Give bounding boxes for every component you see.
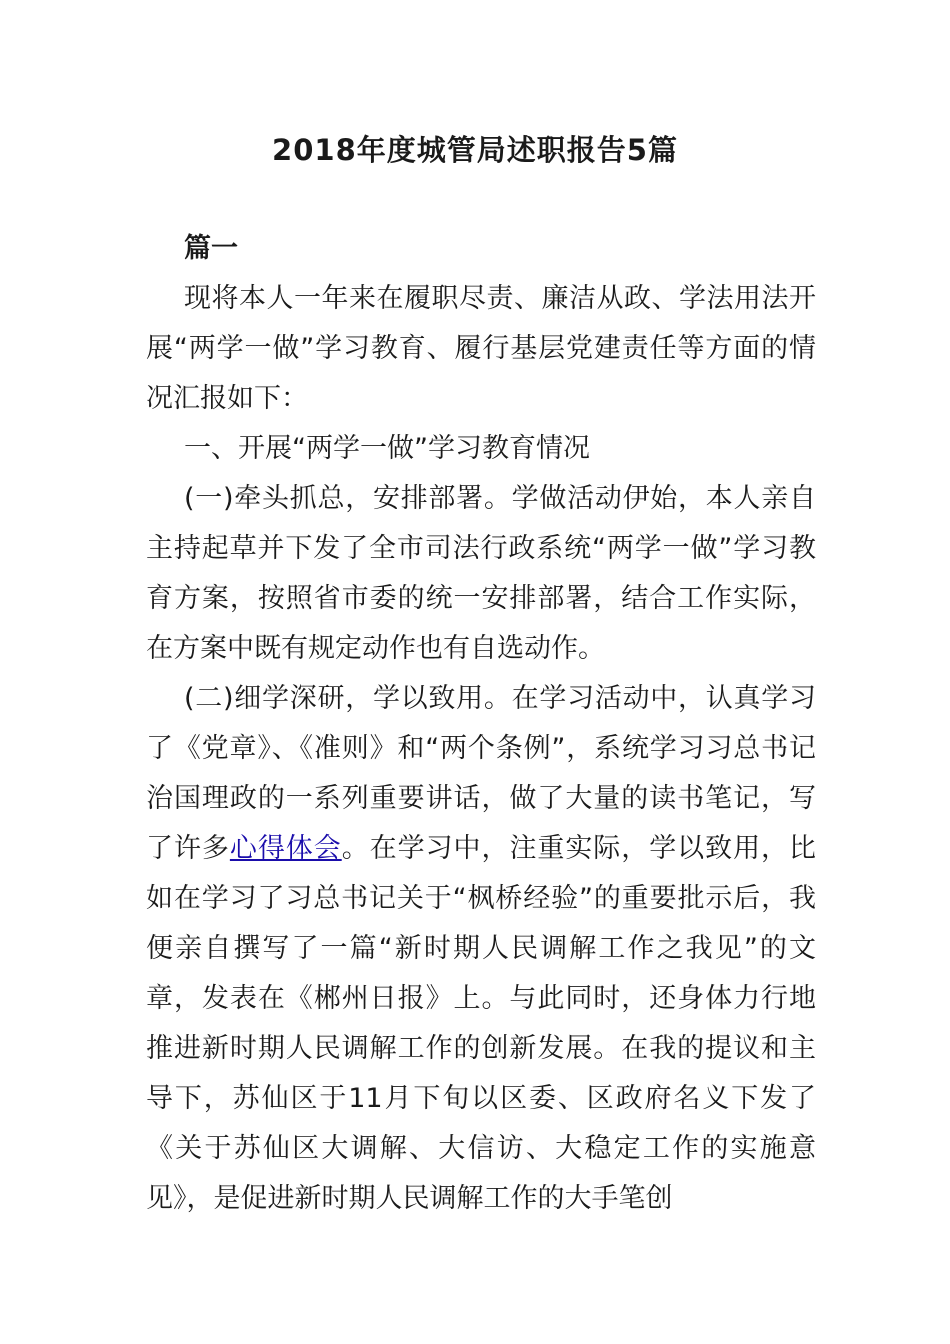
paragraph-item-two-text-after: 。在学习中，注重实际，学以致用，比如在学习了习总书记关于“枫桥经验”的重要批示后，我便亲自撰写了一篇“新时期人民调解工作之我见”的文章，发表在《郴州日报》上。与此同时，还身体力行地推进新时期人民调解工作的创新发展。在我的提议和主导下，苏仙区于11月下旬以区委、区政府名义下发了《关于苏仙区大调解、大信访、大稳定工作的实施意见》，是促进新时期人民调解工作的大手笔创 bbox=[146, 833, 817, 1214]
experience-link[interactable]: 心得体会 bbox=[229, 833, 342, 864]
paragraph-section-one-heading: 一、开展“两学一做”学习教育情况 bbox=[184, 433, 590, 464]
section-heading: 篇一 bbox=[184, 233, 238, 264]
document-title: 2018年度城管局述职报告5篇 bbox=[272, 133, 678, 167]
paragraph-item-two bbox=[146, 674, 816, 1224]
paragraph-intro: 现将本人一年来在履职尽责、廉洁从政、学法用法开展“两学一做”学习教育、履行基层党建责任等方面的情况汇报如下： bbox=[146, 283, 816, 414]
document-body bbox=[146, 224, 816, 1224]
paragraph-item-one: (一)牵头抓总，安排部署。学做活动伊始，本人亲自主持起草并下发了全市司法行政系统“两学一做”学习教育方案，按照省市委的统一安排部署，结合工作实际，在方案中既有规定动作也有自选动作。 bbox=[146, 483, 816, 664]
paragraph-item-two-text-before: (二)细学深研，学以致用。在学习活动中，认真学习了《党章》、《准则》和“两个条例”，系统学习习总书记治国理政的一系列重要讲话，做了大量的读书笔记，写了许多 bbox=[146, 683, 816, 864]
